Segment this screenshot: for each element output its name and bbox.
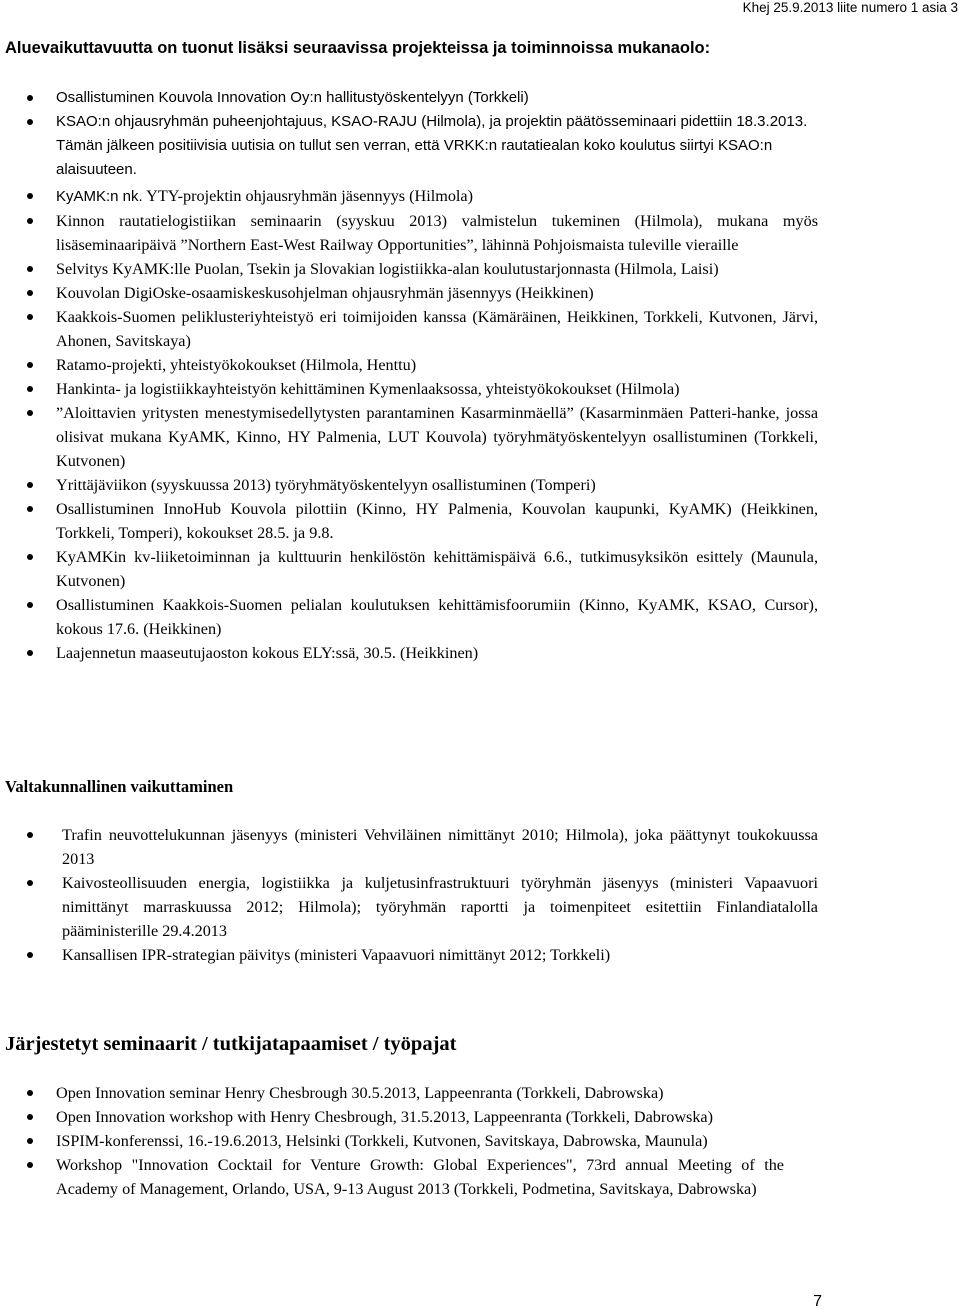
list-item: Laajennetun maaseutujaoston kokous ELY:ssä, 30.5. (Heikkinen)	[56, 641, 818, 665]
national-impact-list	[62, 823, 818, 967]
regional-projects-list	[56, 184, 818, 665]
list-item: Workshop "Innovation Cocktail for Venture Growth: Global Experiences", 73rd annual Meeting of the Academy of Management, Orlando, USA, 9-13 August 2013 (Torkkeli, Podmetina, Savitskaya, Dabrowska)	[56, 1153, 784, 1201]
list-item: KSAO:n ohjausryhmän puheenjohtajuus, KSAO-RAJU (Hilmola), ja projektin päätösseminaari pidettiin 18.3.2013. Tämän jälkeen positiivisia uutisia on tullut sen verran, että VRKK:n rautatiealan koko koulutus siirtyi KSAO:n alaisuuteen.	[56, 110, 816, 182]
list-item: Kinnon rautatielogistiikan seminaarin (syyskuu 2013) valmistelun tukeminen (Hilmola), mukana myös lisäseminaaripäivä ”Northern East-West Railway Opportunities”, lähinnä Pohjoismaista tuleville vieraille	[56, 209, 818, 257]
list-item: Open Innovation workshop with Henry Chesbrough, 31.5.2013, Lappeenranta (Torkkeli, Dabrowska)	[56, 1105, 784, 1129]
list-item: Ratamo-projekti, yhteistyökokoukset (Hilmola, Henttu)	[56, 353, 818, 377]
list-item: Trafin neuvottelukunnan jäsenyys (ministeri Vehviläinen nimittänyt 2010; Hilmola), joka päättynyt toukokuussa 2013	[62, 823, 818, 871]
list-item: Kouvolan DigiOske-osaamiskeskusohjelman ohjausryhmän jäsennyys (Heikkinen)	[56, 281, 818, 305]
seminars-list	[56, 1081, 784, 1201]
list-item	[56, 184, 818, 209]
section-title-national-impact: Valtakunnallinen vaikuttaminen	[5, 777, 234, 796]
list-item: ”Aloittavien yritysten menestymisedellytysten parantaminen Kasarminmäellä” (Kasarminmäen Patteri-hanke, jossa olisivat mukana KyAMK, Kinno, HY Palmenia, LUT Kouvola) työryhmätyöskentelyyn osallistuminen (Torkkeli, Kutvonen)	[56, 401, 818, 473]
list-item-text: YTY-projektin ohjausryhmän jäsennyys (Hilmola)	[146, 187, 473, 205]
list-item: ISPIM-konferenssi, 16.-19.6.2013, Helsinki (Torkkeli, Kutvonen, Savitskaya, Dabrowska, Maunula)	[56, 1129, 784, 1153]
list-item: Open Innovation seminar Henry Chesbrough 30.5.2013, Lappeenranta (Torkkeli, Dabrowska)	[56, 1081, 784, 1105]
list-item: Osallistuminen Kaakkois-Suomen pelialan koulutuksen kehittämisfoorumiin (Kinno, KyAMK, KSAO, Cursor), kokous 17.6. (Heikkinen)	[56, 593, 818, 641]
page-number: 7	[813, 1293, 822, 1310]
section-title-seminars: Järjestetyt seminaarit / tutkijatapaamiset / työpajat	[5, 1033, 457, 1055]
regional-projects-list-sans	[56, 86, 816, 182]
list-item: Hankinta- ja logistiikkayhteistyön kehittäminen Kymenlaaksossa, yhteistyökokoukset (Hilmola)	[56, 377, 818, 401]
list-item-lead: KyAMK:n nk.	[56, 188, 143, 205]
section-title-regional-impact: Aluevaikuttavuutta on tuonut lisäksi seuraavissa projekteissa ja toiminnoissa mukanaolo:	[5, 39, 711, 57]
document-header-note: Khej 25.9.2013 liite numero 1 asia 3	[742, 0, 958, 15]
list-item: Yrittäjäviikon (syyskuussa 2013) työryhmätyöskentelyyn osallistuminen (Tomperi)	[56, 473, 818, 497]
list-item: Kansallisen IPR-strategian päivitys (ministeri Vapaavuori nimittänyt 2012; Torkkeli)	[62, 943, 818, 967]
list-item: Osallistuminen InnoHub Kouvola pilottiin (Kinno, HY Palmenia, Kouvolan kaupunki, KyAMK) (Heikkinen, Torkkeli, Tomperi), kokoukset 28.5. ja 9.8.	[56, 497, 818, 545]
list-item: Selvitys KyAMK:lle Puolan, Tsekin ja Slovakian logistiikka-alan koulutustarjonnasta (Hilmola, Laisi)	[56, 257, 818, 281]
list-item: KyAMKin kv-liiketoiminnan ja kulttuurin henkilöstön kehittämispäivä 6.6., tutkimusyksikön esittely (Maunula, Kutvonen)	[56, 545, 818, 593]
list-item: Osallistuminen Kouvola Innovation Oy:n hallitustyöskentelyyn (Torkkeli)	[56, 86, 816, 110]
list-item: Kaivosteollisuuden energia, logistiikka ja kuljetusinfrastruktuuri työryhmän jäsenyys (ministeri Vapaavuori nimittänyt marraskuussa 2012; Hilmola); työryhmän raportti ja toimenpiteet esitettiin Finlandiatalolla pääministerille 29.4.2013	[62, 871, 818, 943]
list-item: Kaakkois-Suomen peliklusteriyhteistyö eri toimijoiden kanssa (Kämäräinen, Heikkinen, Torkkeli, Kutvonen, Järvi, Ahonen, Savitskaya)	[56, 305, 818, 353]
